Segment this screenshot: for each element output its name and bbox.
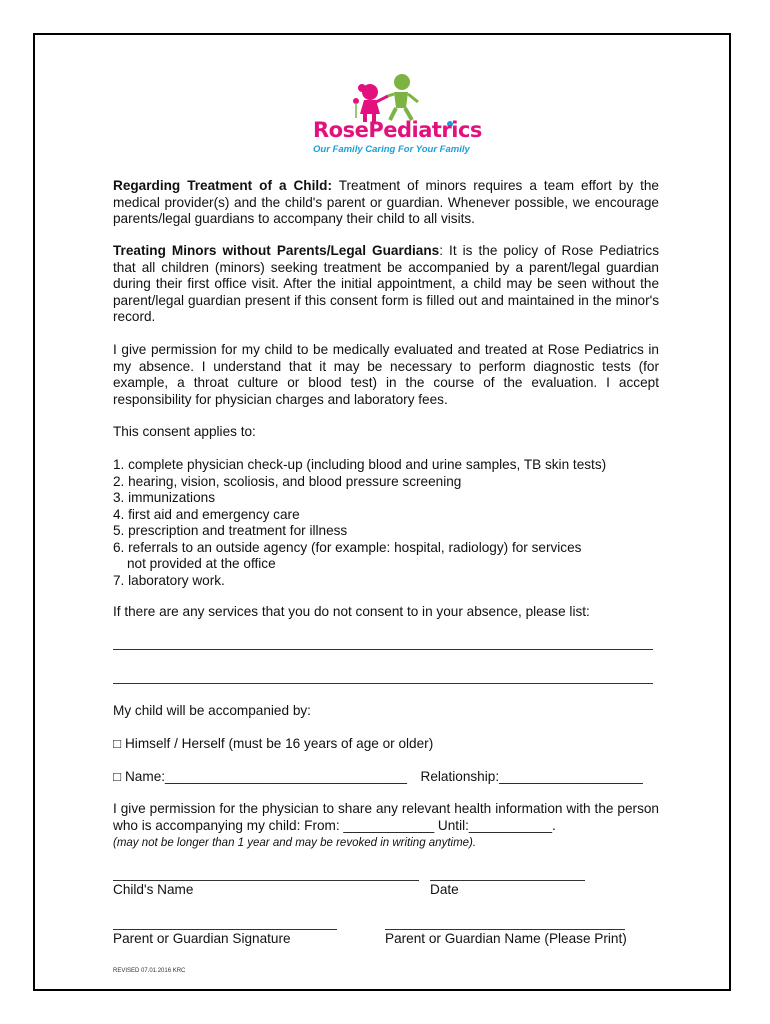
accompanied-by-label: My child will be accompanied by: [113,703,311,718]
rose-pediatrics-logo [300,68,482,160]
paragraph-heading: Regarding Treatment of a Child: [113,178,332,193]
parent-name-line[interactable] [385,929,625,930]
date-line[interactable] [430,880,585,881]
paragraph-text: Treatment of minors requires a team effort by the medical provider(s) and the child's parent or guardian. Whenever possible, we encourage parents/legal guardians to accompany their child to all visits. [113,178,659,226]
paragraph-heading: Treating Minors without Parents/Legal Guardians [113,243,440,258]
logo-name: RosePediatrics [313,118,482,142]
consent-list [113,457,659,589]
list-item: 1. complete physician check-up (including blood and urine samples, TB skin tests) [113,457,607,472]
child-name-line[interactable] [113,880,419,881]
revision-note: REVISED 07.01.2016 KRC [113,968,186,974]
list-item: 2. hearing, vision, scoliosis, and blood pressure screening [113,473,462,489]
logo-tagline: Our Family Caring For Your Family [313,144,470,155]
parent-signature-label: Parent or Guardian Signature [113,931,291,946]
list-item: 3. immunizations [113,490,215,505]
parent-signature-line[interactable] [113,929,337,930]
consent-applies-label: This consent applies to: [113,424,256,439]
share-info-paragraph: I give permission for the physician to share any relevant health information with the person who is accompanying my child: From: ____________ Until:___________. [113,801,659,833]
list-item: 5. prescription and treatment for illness [113,523,348,538]
option-himself-herself[interactable]: □ Himself / Herself (must be 16 years of age or older) [113,736,434,751]
relationship-field[interactable]: Relationship:___________________ [420,769,643,784]
paragraph-regarding-treatment [113,178,659,228]
list-item: not provided at the office [127,556,276,571]
services-exclusion-prompt: If there are any services that you do not consent to in your absence, please list: [113,604,590,619]
parent-name-label: Parent or Guardian Name (Please Print) [385,931,627,946]
revocation-note: (may not be longer than 1 year and may be revoked in writing anytime). [113,837,477,849]
list-item: 7. laboratory work. [113,572,225,588]
list-item: 6. referrals to an outside agency (for example: hospital, radiology) for services [113,539,582,555]
paragraph-text: : It is the policy of Rose Pediatrics that all children (minors) seeking treatment be accompanied by a parent/legal guardian during their first office visit. After the initial appointment, a child may be seen without the parent/legal guardian present if this consent form is filled out and maintained in the minor's record. [113,243,659,324]
date-label: Date [430,882,459,897]
paragraph-treating-minors [113,243,659,326]
paragraph-permission: I give permission for my child to be medically evaluated and treated at Rose Pediatrics in my absence. I understand that it may be necessary to perform diagnostic tests (for example, a throat culture or blood test) in the course of the evaluation. I accept responsibility for physician charges and laboratory fees. [113,342,659,407]
child-name-label: Child's Name [113,882,194,897]
option-name-relationship [113,769,659,786]
list-item: 4. first aid and emergency care [113,506,300,522]
name-field[interactable]: □ Name:________________________________ [113,769,407,784]
exclusion-line-1[interactable] [113,649,653,650]
exclusion-line-2[interactable] [113,683,653,684]
